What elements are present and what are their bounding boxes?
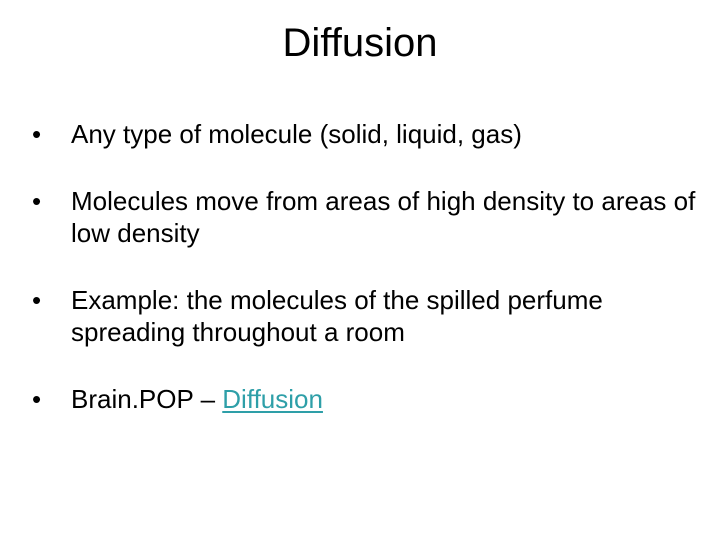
bullet-text: Example: the molecules of the spilled perfume spreading throughout a room [71, 285, 603, 347]
slide-title: Diffusion [282, 21, 438, 65]
bullet-item [32, 185, 702, 249]
bullet-dot-icon: • [32, 384, 42, 414]
bullet-item [32, 118, 702, 150]
bullet-item [32, 383, 702, 415]
bullet-dot-icon: • [32, 119, 42, 149]
bullet-text: Brain.POP – [71, 384, 223, 414]
bullet-list [32, 118, 702, 415]
bullet-dot-icon: • [32, 285, 42, 315]
bullet-item [32, 284, 702, 348]
bullet-text: Any type of molecule (solid, liquid, gas) [71, 119, 522, 149]
bullet-dot-icon: • [32, 186, 42, 216]
diffusion-link[interactable]: Diffusion [222, 384, 323, 414]
bullet-text: Molecules move from areas of high density to areas of low density [71, 186, 696, 248]
